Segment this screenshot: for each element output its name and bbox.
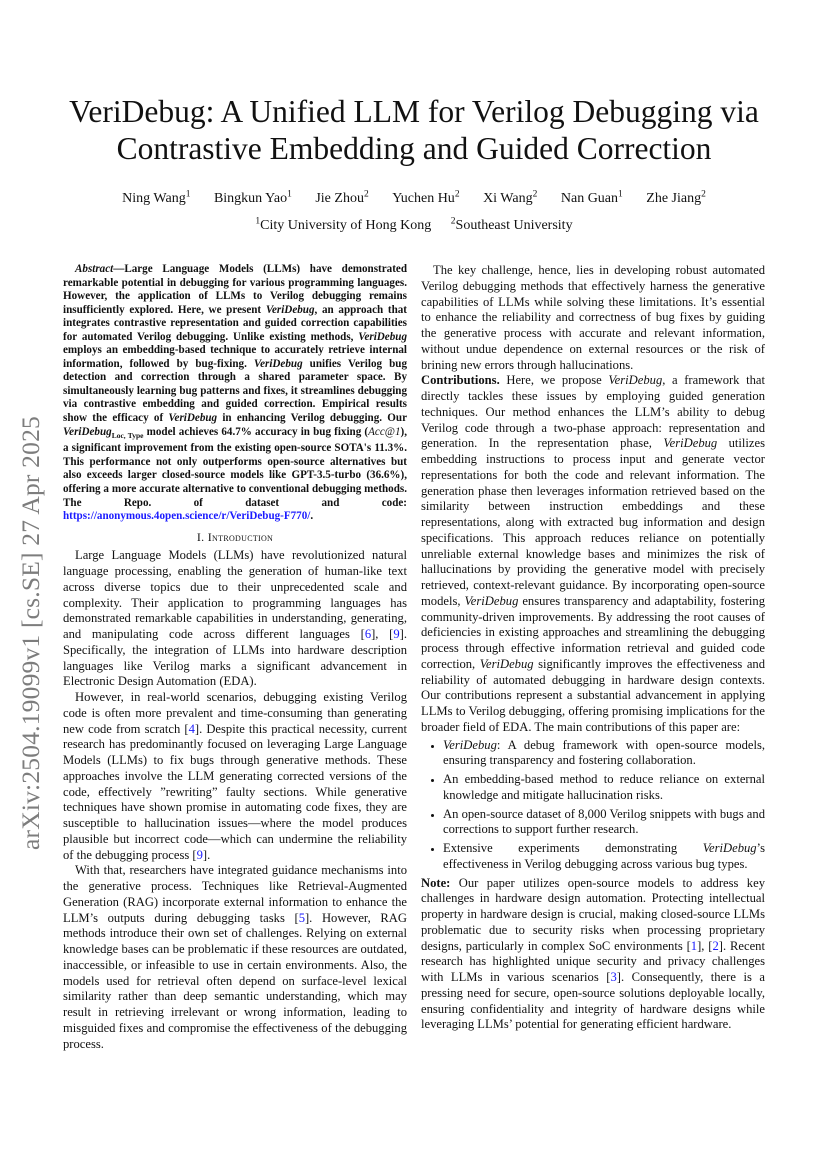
citation-link[interactable]: 9 [196,847,203,862]
author-list [40,185,788,208]
paper-title: VeriDebug: A Unified LLM for Verilog Debugging via Contrastive Embedding and Guided Correction [69,94,759,166]
citation-link[interactable]: 2 [712,938,719,953]
affiliation-list [40,212,788,235]
section-heading-introduction: I. Introduction [196,529,274,544]
author: Zhe Jiang$^2$ [646,189,706,206]
author: Jie Zhou$^2$ [315,189,369,206]
body-paragraph: The key challenge, hence, lies in developing robust automated Verilog debugging methods that effectively harness the generative capabilities of LLMs while solving these limitations. It’s essential to enhance the reliability and correctness of bug fixes by guiding the generative process with accurate and relevant information, without undue dependence on external resources or the risk of brining new errors through hallucinations. [421,263,765,372]
citation-link[interactable]: 5 [298,910,305,925]
abstract: Abstract—Large Language Models (LLMs) have demonstrated remarkable potential in debugging for various programming languages. However, the application of LLMs to Verilog debugging remains insufficiently explored. Here, we present VeriDebug, an approach that integrates contrastive representation and guided correction capabilities for automated Verilog debugging. Unlike existing methods, VeriDebug employs an embedding-based technique to accurately retrieve internal information, followed by bug-fixing. VeriDebug unifies Verilog bug detection and correction through a shared parameter space. By simultaneously learning bug patterns and fixes, it streamlines debugging via contrastive embedding and guided correction. Empirical results show the efficacy of VeriDebug in enhancing Verilog debugging. Our VeriDebug$_{Loc, Type}$ model achieves 64.7% accuracy in bug fixing (Acc@1), a significant improvement from the existing open-source SOTA's 11.3%. This performance not only outperforms open-source alternatives but also exceeds larger closed-source models like GPT-3.5-turbo (36.6%), offering a more accurate alternative to conventional debugging methods. The Repo. of dataset and code: https://anonymous.4open.science/r/VeriDebug-F770/. [63,263,407,523]
list-item: • Extensive experiments demonstrating VeriDebug’s effectiveness in Verilog debugging across various bug types. [443,841,765,873]
citation-link[interactable]: 3 [610,970,617,984]
citation-link[interactable]: 6 [364,627,372,642]
contributions-paragraph: Contributions. Here, we propose VeriDebug, a framework that directly tackles these issues by employing guided generation techniques. Our method enhances the LLM’s ability to debug Verilog code through a two-phase approach: representation and generation. In the representation phase, VeriDebug utilizes embedding instructions to process input and generate vector representations for both the code and relevant information. The generation phase then leverages information retrieved based on the similarity between instruction embeddings and these representations, along with extracted bug information and design specifications. This approach reduces reliance on potentially unreliable external knowledge bases and minimizes the risk of hallucinations by providing the generative model with precisely retrieved, context-relevant guidance. By incorporating open-source models, VeriDebug ensures transparency and adaptability, fostering community-driven improvements. By addressing the root causes of deficiencies in existing approaches and streamlining the debugging process through effective information retrieval and guided code correction, VeriDebug significantly improves the effectiveness and reliability of automated debugging in hardware design contexts. Our contributions represent a substantial advancement in applying LLMs to Verilog debugging, offering promising implications for the broader field of EDA. The main contributions of this paper are: [421,373,766,734]
list-item: • VeriDebug: A debug framework with open-source models, ensuring transparency and fostering collaboration. [443,738,765,770]
arxiv-identifier: arXiv:2504.19099v1 [cs.SE] 27 Apr 2025 [16,416,45,850]
author: Ning Wang$^1$ [122,189,191,206]
affiliation: $^1$City University of Hong Kong [255,216,432,233]
citation-link[interactable]: 4 [188,721,195,736]
right-column [421,263,765,1033]
affiliation: $^2$Southeast University [450,216,573,233]
note-paragraph: Note: Our paper utilizes open-source models to address key challenges in hardware design automation. Protecting intellectual property in hardware design is crucial, making closed-source LLMs problematic due to security risks when processing proprietary designs, particularly in complex SoC environments [1], [2]. Recent research has highlighted unique security and privacy challenges with LLMs in various scenarios [3]. Consequently, there is a pressing need for secure, open-source solutions deployable locally, ensuring confidentiality and integrity of hardware designs while leveraging LLMs’ potential for generating efficient hardware. [421,875,765,1032]
intro-paragraph: However, in real-world scenarios, debugging existing Verilog code is often more prevalent and time-consuming than generating new code from scratch [4]. Despite this practical necessity, current research has predominantly focused on leveraging Large Language Models (LLMs) to fix bugs through generative methods. These approaches involve the LLM generating corrected versions of the code, effectively ”rewriting” faulty sections. While generative techniques have shown promise in automating code fixes, they are susceptible to hallucination issues—where the model produces plausible but incorrect code—which can undermine the reliability of the debugging process [9]. [63,690,407,862]
contributions-list [421,738,765,873]
author: Nan Guan$^1$ [560,189,623,206]
list-item: • An embedding-based method to reduce reliance on external knowledge and mitigate hallucination risks. [443,772,765,804]
intro-paragraph: With that, researchers have integrated guidance mechanisms into the generative process. Techniques like Retrieval-Augmented Generation (RAG) incorporate external information to enhance the LLM’s outputs during debugging tasks [5]. However, RAG methods introduce their own set of challenges. Relying on external knowledge bases can be problematic if these resources are outdated, inaccessible, or infeasible to use in certain environments. Also, the models used for retrieval often depend on surface-level lexical similarity rather than deep semantic understanding, which may result in retrieving irrelevant or wrong information, leading to misguided fixes and compromise the effectiveness of the debugging process. [63,863,407,1051]
citation-link[interactable]: 9 [393,627,400,642]
intro-paragraph: Large Language Models (LLMs) have revolutionized natural language processing, enabling the generation of human-like text across diverse topics due to their unprecedented scale and complexity. Their application to programming languages has demonstrated remarkable capabilities in understanding, generating, and manipulating code across different languages [6], [9]. Specifically, the integration of LLMs into hardware description languages like Verilog marks a significant advancement in Electronic Design Automation (EDA). [63,548,407,689]
left-column [63,263,407,1052]
author: Bingkun Yao$^1$ [213,189,292,206]
author: Yuchen Hu$^2$ [392,189,460,206]
list-item: • An open-source dataset of 8,000 Verilog snippets with bugs and corrections to support further research. [443,807,765,839]
repo-link[interactable]: https://anonymous.4open.science/r/VeriDebug-F770/ [63,510,311,523]
author: Xi Wang$^2$ [483,189,538,206]
citation-link[interactable]: 1 [690,938,698,953]
